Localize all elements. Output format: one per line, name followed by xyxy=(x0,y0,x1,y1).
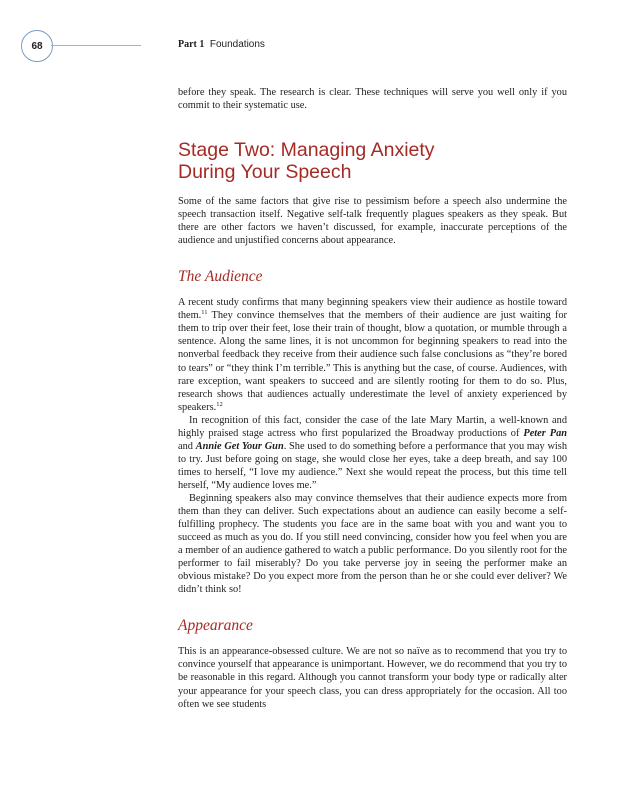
page-body xyxy=(178,86,567,711)
header-rule xyxy=(51,45,141,46)
stage-two-heading xyxy=(178,139,567,183)
stage-heading-line1: Stage Two: Managing Anxiety xyxy=(178,139,435,162)
audience-paragraph-2 xyxy=(178,414,567,492)
title-peter-pan: Peter Pan xyxy=(523,427,567,439)
running-head xyxy=(178,39,265,50)
appearance-heading: Appearance xyxy=(178,617,253,635)
aud1-text-b: They convince themselves that the members of their audience are just waiting for them to trip over their feet, lose their train of thought, blow a quotation, or mumble through a sentence. Along the same lines, it is not uncommon for beginning speakers to read into the nonverbal feedback they receive from their audience such false conclusions as “they’re bored to tears” or “they think I’m terrible.” This is anything but the case, of course. Audiences, with rare exception, want speakers to succeed and are silently rooting for them to do so. Plus, research shows that audiences actually underestimate the level of anxiety experienced by speakers. xyxy=(178,310,567,413)
audience-heading: The Audience xyxy=(178,268,263,286)
footnote-ref-12: 12 xyxy=(216,400,223,408)
intro-paragraph: before they speak. The research is clear. These techniques will serve you well only if you commit to their systematic use. xyxy=(178,87,567,112)
page-number: 68 xyxy=(21,30,53,62)
title-annie-get-your-gun: Annie Get Your Gun xyxy=(195,440,284,452)
aud2-and: and xyxy=(178,440,196,452)
footnote-ref-11: 11 xyxy=(201,309,208,317)
section-label: Foundations xyxy=(209,39,265,50)
aud1-text-a: A recent study confirms that many beginning speakers view their audience as hostile toward them. xyxy=(178,297,567,322)
audience-paragraph-1 xyxy=(178,296,567,413)
aud2-text-a: In recognition of this fact, consider the case of the late Mary Martin, a well-known and highly praised stage actress who first popularized the Broadway productions of xyxy=(178,414,567,439)
stage-two-paragraph: Some of the same factors that give rise to pessimism before a speech also undermine the speech transaction itself. Negative self-talk frequently plagues speakers as they speak. But there are other factors we haven’t discussed, for example, inaccurate perceptions of the audience and unjustified concerns about appearance. xyxy=(178,196,567,247)
appearance-paragraph-1: This is an appearance-obsessed culture. We are not so naïve as to recommend that you try to convince yourself that appearance is unimportant. However, we do recommend that you try to be reasonable in this regard. Although you cannot transform your body type or radically alter your appearance for your speech class, you can dress appropriately for the occasion. All too often we see students xyxy=(178,646,567,710)
aud2-text-b: . She used to do something before a performance that you may wish to try. Just before going on stage, she would close her eyes, take a deep breath, and say 100 times to herself, “I love my audience.” Next she would repeat the process, but this time tell herself, “My audience loves me.” xyxy=(178,440,567,491)
part-label: Part 1 xyxy=(178,39,205,50)
stage-heading-line2: During Your Speech xyxy=(178,161,352,184)
audience-paragraph-3: Beginning speakers also may convince themselves that their audience expects more from them than they can deliver. Such expectations about an audience can easily become a self-fulfilling prophecy. The students you face are in the same boat with you and want you to succeed as much as you do. If you still need convincing, consider how you feel when you are a member of an audience gathered to watch a public performance. Do you silently root for the performer to fail miserably? Do you take perverse joy in seeing the performer make an obvious mistake? Do you expect more from the person than he or she could ever deliver? We didn’t think so! xyxy=(178,492,567,596)
